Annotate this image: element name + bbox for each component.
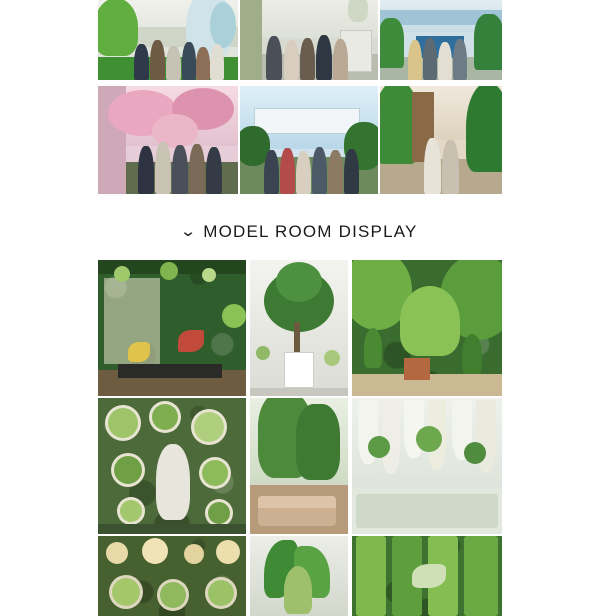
booth-photo-people <box>98 40 238 80</box>
booth-photo-palm-tree-couple <box>380 86 502 194</box>
section-heading-text: MODEL ROOM DISPLAY <box>203 222 418 241</box>
booth-photo-people <box>98 144 238 194</box>
model-room-potted-ficus-tree <box>250 260 348 396</box>
booth-photo-cherry-blossom-aisle <box>98 86 238 194</box>
booth-photo-visitors-indoor <box>240 0 378 80</box>
model-room-moss-circle-lanterns <box>98 536 246 616</box>
section-heading <box>0 222 600 242</box>
booth-photo-blue-wall-team <box>380 0 502 80</box>
model-room-indoor-green-lounge <box>98 260 246 396</box>
model-room-palm-corner <box>352 260 502 396</box>
booth-photo-green-carpet-group <box>98 0 238 80</box>
model-room-bamboo-sofa-room <box>250 398 348 534</box>
model-room-hanging-wisteria <box>352 398 502 534</box>
model-room-green-hedge-panels <box>352 536 502 616</box>
model-room-green-circle-wall <box>98 398 246 534</box>
booth-photo-people <box>240 144 378 194</box>
booth-photo-people <box>380 144 502 194</box>
booth-photo-people <box>240 40 378 80</box>
chevron-down-icon: ⌄ <box>180 223 199 240</box>
model-room-banana-leaf-plant <box>250 536 348 616</box>
booth-photo-people <box>380 40 502 80</box>
booth-photo-signboard-crowd <box>240 86 378 194</box>
